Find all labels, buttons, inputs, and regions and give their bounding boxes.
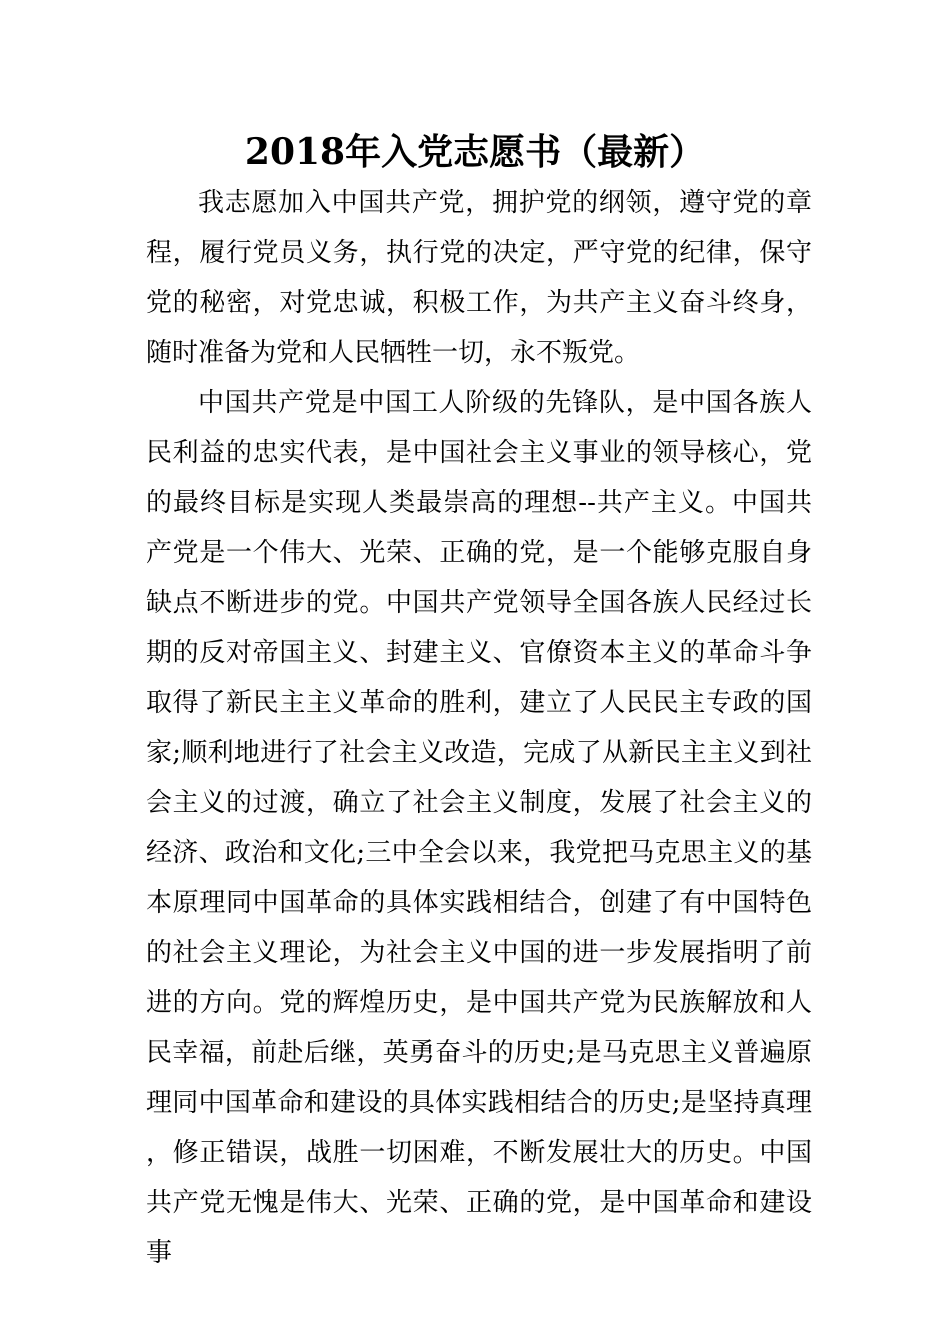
document-body: [146, 178, 812, 1278]
paragraph-pledge: 我志愿加入中国共产党，拥护党的纲领，遵守党的章程，履行党员义务，执行党的决定，严守党的纪律，保守党的秘密，对党忠诚，积极工作，为共产主义奋斗终身，随时准备为党和人民牺牲一切，永不叛党。: [146, 188, 812, 368]
document-title: 2018年入党志愿书（最新）: [244, 131, 706, 173]
paragraph-party-description: 中国共产党是中国工人阶级的先锋队，是中国各族人民利益的忠实代表，是中国社会主义事业的领导核心，党的最终目标是实现人类最崇高的理想--共产主义。中国共产党是一个伟大、光荣、正确的党，是一个能够克服自身缺点不断进步的党。中国共产党领导全国各族人民经过长期的反对帝国主义、封建主义、官僚资本主义的革命斗争取得了新民主主义革命的胜利，建立了人民民主专政的国家;顺利地进行了社会主义改造，完成了从新民主主义到社会主义的过渡，确立了社会主义制度，发展了社会主义的经济、政治和文化;三中全会以来，我党把马克思主义的基本原理同中国革命的具体实践相结合，创建了有中国特色的社会主义理论，为社会主义中国的进一步发展指明了前进的方向。党的辉煌历史，是中国共产党为民族解放和人民幸福，前赴后继，英勇奋斗的历史;是马克思主义普遍原理同中国革命和建设的具体实践相结合的历史;是坚持真理，修正错误，战胜一切困难，不断发展壮大的历史。中国共产党无愧是伟大、光荣、正确的党，是中国革命和建设事: [146, 388, 812, 1268]
